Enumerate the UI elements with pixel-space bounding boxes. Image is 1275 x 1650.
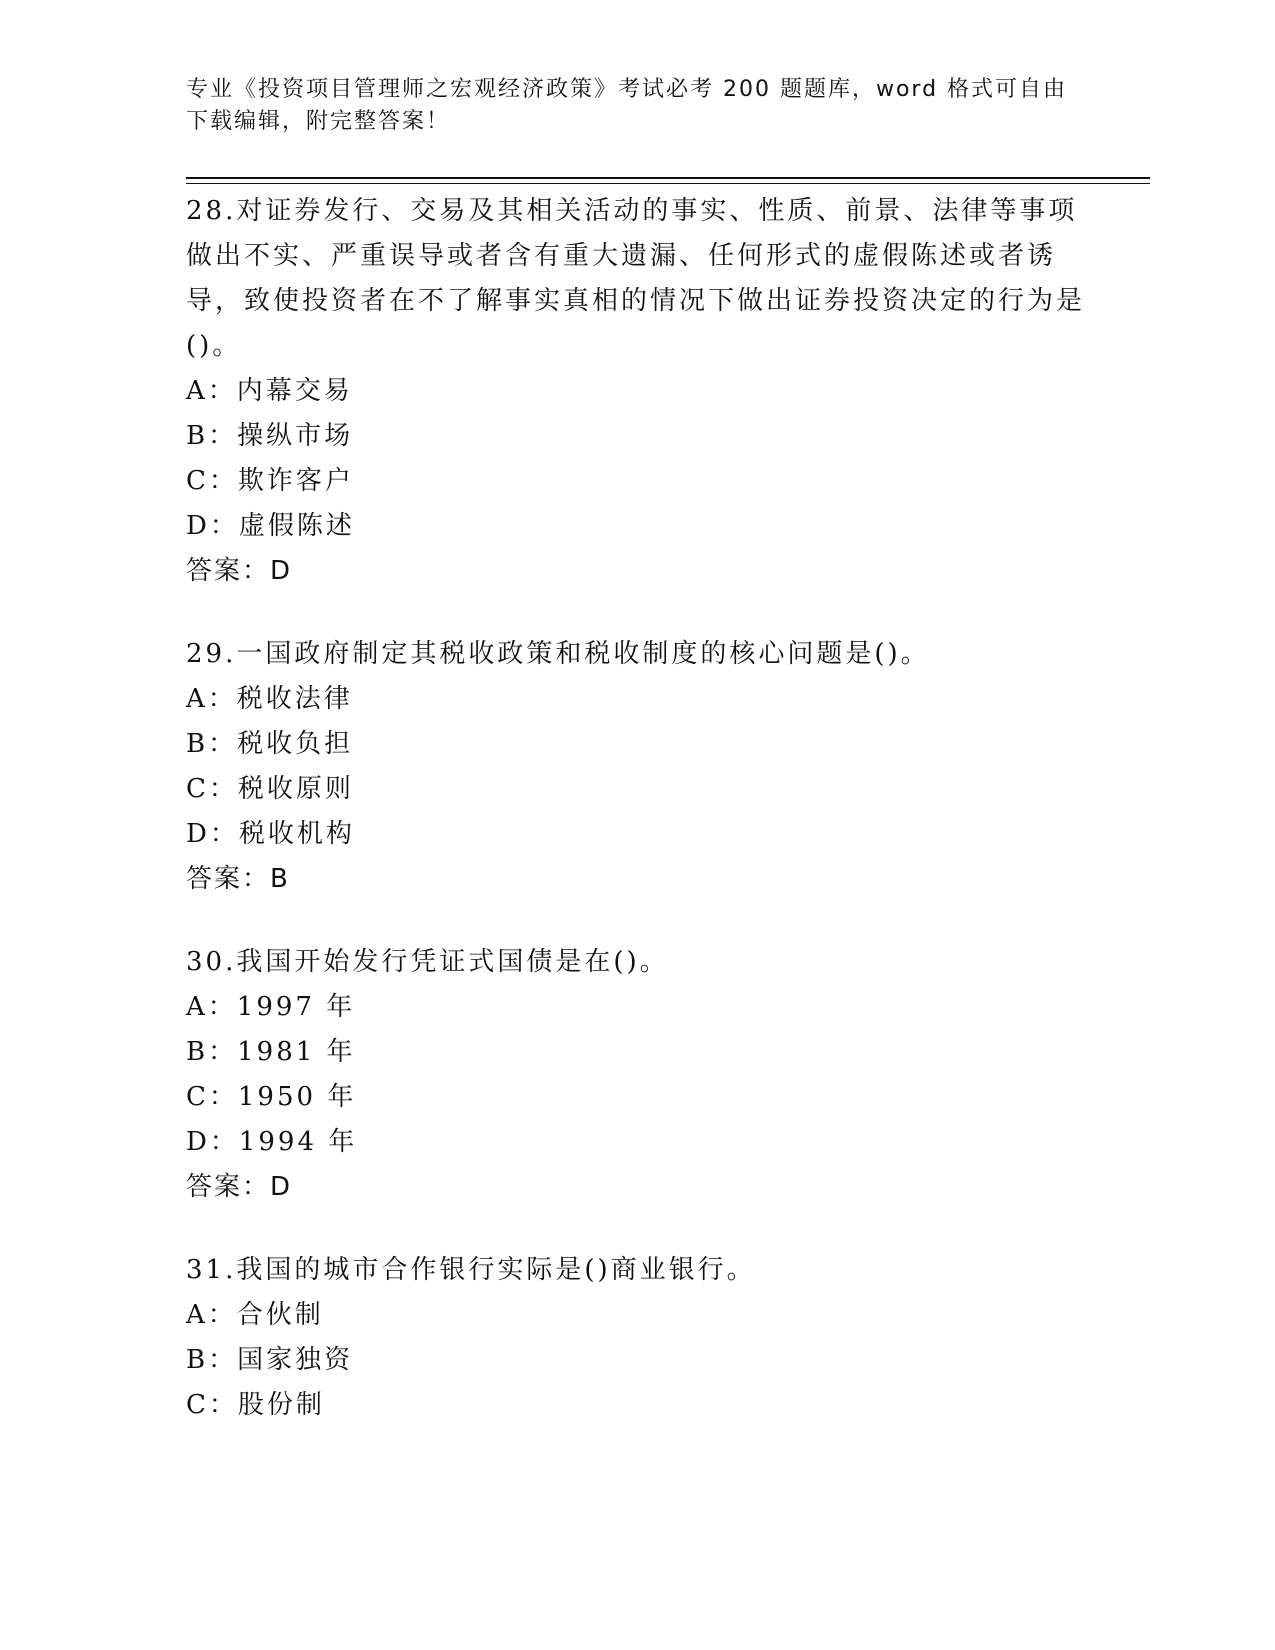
answer-line: 答案：B xyxy=(186,864,290,894)
question-stem: 29.一国政府制定其税收政策和税收制度的核心问题是()。 xyxy=(186,639,930,669)
option-c: C：税收原则 xyxy=(186,774,354,804)
option-b: B：操纵市场 xyxy=(186,421,354,451)
question-28 xyxy=(186,189,1086,594)
option-a: A：税收法律 xyxy=(186,684,353,714)
option-b: B：国家独资 xyxy=(186,1345,354,1375)
option-a: A：内幕交易 xyxy=(186,376,353,406)
option-b: B：1981 年 xyxy=(186,1037,356,1067)
header-divider-thin xyxy=(186,183,1150,184)
question-31 xyxy=(186,1248,1086,1428)
question-stem: 30.我国开始发行凭证式国债是在()。 xyxy=(186,947,669,977)
option-d: D：1994 年 xyxy=(186,1127,358,1157)
option-a: A：合伙制 xyxy=(186,1300,324,1330)
option-d: D：虚假陈述 xyxy=(186,511,355,541)
question-30 xyxy=(186,940,1086,1210)
header-line-2: 下载编辑，附完整答案！ xyxy=(186,109,451,134)
document-header xyxy=(186,74,1086,138)
option-c: C：欺诈客户 xyxy=(186,466,354,496)
answer-line: 答案：D xyxy=(186,1172,293,1202)
question-stem: 31.我国的城市合作银行实际是()商业银行。 xyxy=(186,1255,756,1285)
question-stem: 28.对证券发行、交易及其相关活动的事实、性质、前景、法律等事项做出不实、严重误导或者含有重大遗漏、任何形式的虚假陈述或者诱导，致使投资者在不了解事实真相的情况下做出证券投资决定的行为是()。 xyxy=(186,196,1086,361)
header-line-1: 专业《投资项目管理师之宏观经济政策》考试必考 200 题题库，word 格式可自由 xyxy=(186,77,1068,102)
option-d: D：税收机构 xyxy=(186,819,355,849)
question-29 xyxy=(186,632,1086,902)
option-b: B：税收负担 xyxy=(186,729,354,759)
option-c: C：股份制 xyxy=(186,1390,325,1420)
answer-line: 答案：D xyxy=(186,556,293,586)
option-c: C：1950 年 xyxy=(186,1082,357,1112)
option-a: A：1997 年 xyxy=(186,992,356,1022)
question-list xyxy=(186,189,1086,1466)
header-divider-thick xyxy=(186,177,1150,179)
